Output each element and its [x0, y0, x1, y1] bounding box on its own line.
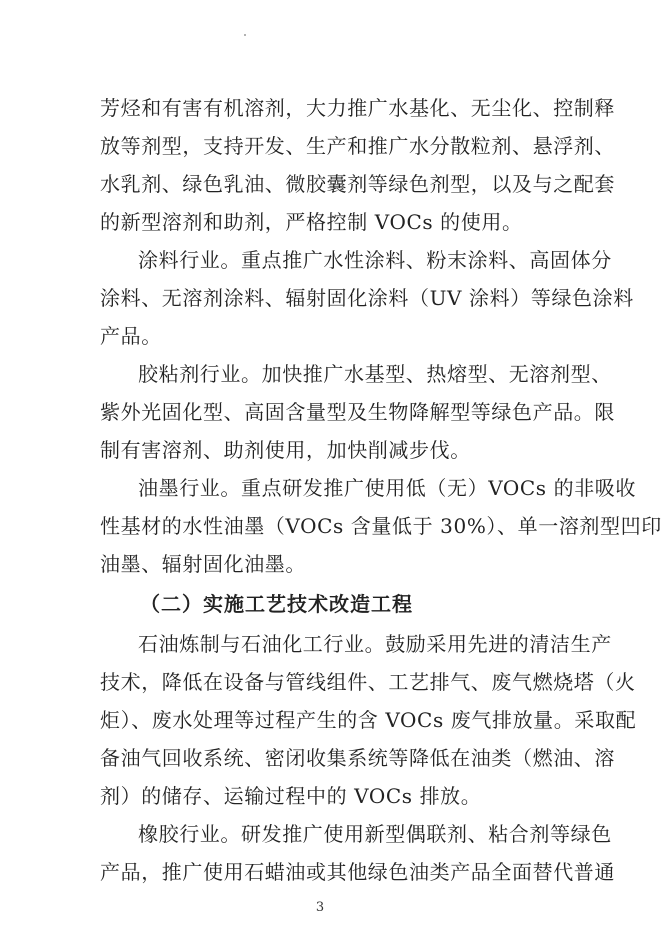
text-line: 的新型溶剂和助剂，严格控制 VOCs 的使用。: [100, 210, 523, 234]
text-line: 水乳剂、绿色乳油、微胶囊剂等绿色剂型，以及与之配套: [100, 172, 615, 196]
text-line: 技术，降低在设备与管线组件、工艺排气、废气燃烧塔（火: [100, 670, 636, 694]
text-line: 涂料、无溶剂涂料、辐射固化涂料（UV 涂料）等绿色涂料: [100, 286, 634, 310]
text-line: 炬）、废水处理等过程产生的含 VOCs 废气排放量。采取配: [100, 708, 637, 732]
paragraph-first-line: 涂料行业。重点推广水性涂料、粉末涂料、高固体分: [138, 248, 612, 272]
text-line: 产品，推广使用石蜡油或其他绿色油类产品全面替代普通: [100, 860, 615, 884]
paragraph-first-line: 胶粘剂行业。加快推广水基型、热熔型、无溶剂型、: [138, 362, 612, 386]
text-line: 备油气回收系统、密闭收集系统等降低在油类（燃油、溶: [100, 746, 615, 770]
text-line: 性基材的水性油墨（VOCs 含量低于 30%）、单一溶剂型凹印: [100, 514, 662, 538]
scan-dot-mark: [244, 34, 246, 36]
paragraph-first-line: 橡胶行业。研发推广使用新型偶联剂、粘合剂等绿色: [138, 822, 612, 846]
page-number: 3: [315, 900, 325, 915]
text-line: 芳烃和有害有机溶剂，大力推广水基化、无尘化、控制释: [100, 96, 615, 120]
section-heading: （二）实施工艺技术改造工程: [140, 592, 413, 616]
text-line: 剂）的储存、运输过程中的 VOCs 排放。: [100, 784, 482, 808]
paragraph-first-line: 油墨行业。重点研发推广使用低（无）VOCs 的非吸收: [138, 476, 637, 500]
paragraph-first-line: 石油炼制与石油化工行业。鼓励采用先进的清洁生产: [138, 632, 612, 656]
text-line: 放等剂型，支持开发、生产和推广水分散粒剂、悬浮剂、: [100, 134, 615, 158]
text-line: 制有害溶剂、助剂使用，加快削减步伐。: [100, 438, 471, 462]
text-line: 紫外光固化型、高固含量型及生物降解型等绿色产品。限: [100, 400, 615, 424]
text-line: 产品。: [100, 324, 162, 348]
text-line: 油墨、辐射固化油墨。: [100, 552, 306, 576]
